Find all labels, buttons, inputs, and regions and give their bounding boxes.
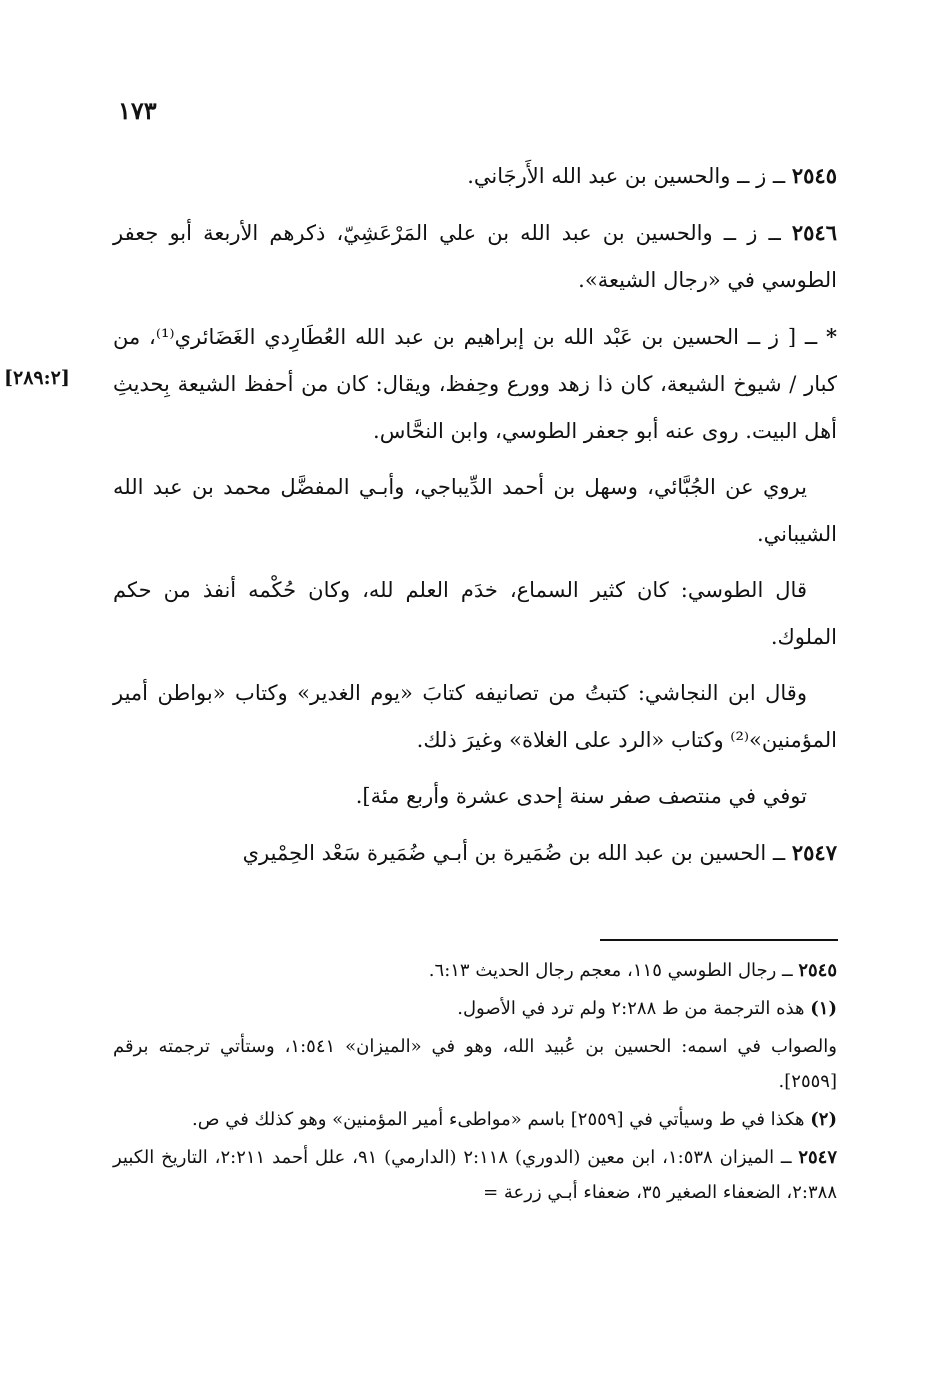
- footnote-2: [113, 1102, 837, 1137]
- entry-number: ٢٥٤٦: [791, 220, 837, 245]
- footnote-text: ــ الميزان ١:٥٣٨، ابن معين (الدوري) ٢:١١٨ (الدارمي) ٩١، علل أحمد ٢:٢١١، التاريخ الكبير ٢:٣٨٨، الضعفاء الصغير ٣٥، ضعفاء أبـي زرعة =: [113, 1147, 837, 1203]
- entry-text: ــ ز ــ والحسين بن عبد الله بن علي المَرْعَشِيّ، ذكرهم الأربعة أبو جعفر الطوسي في «رجال الشيعة».: [113, 221, 837, 292]
- entry-text: ــ ز ــ والحسين بن عبد الله الأَرجَاني.: [467, 164, 792, 188]
- paragraph-death: توفي في منتصف صفر سنة إحدى عشرة وأربع مئة].: [355, 784, 807, 808]
- paragraph-najashi-quote: وقال ابن النجاشي: كتبتُ من تصانيفه كتابَ «يوم الغدير» وكتاب «بواطن أمير المؤمنين»⁽²⁾ وكتاب «الرد على الغلاة» وغيرَ ذلك.: [113, 681, 837, 752]
- entry-number: ٢٥٤٥: [791, 163, 837, 188]
- paragraph-narrators: يروي عن الجُبَّائي، وسهل بن أحمد الدِّيباجي، وأبـي المفضَّل محمد بن عبد الله الشيباني.: [113, 475, 837, 546]
- footnote-number: ٢٥٤٥: [798, 960, 837, 981]
- footnote-1-continued: والصواب في اسمه: الحسين بن عُبيد الله، وهو في «الميزان» ١:٥٤١، وستأتي ترجمته برقم [٢٥٥٩].: [113, 1036, 837, 1092]
- footnote-text: هذه الترجمة من ط ٢:٢٨٨ ولم ترد في الأصول.: [457, 998, 811, 1019]
- star-marker: *: [826, 324, 837, 349]
- footnote-separator: [600, 939, 838, 941]
- entry-text: ــ الحسين بن عبد الله بن ضُمَيرة بن أبـي ضُمَيرة سَعْد الحِمْيري: [242, 841, 792, 865]
- footnote-1: [113, 991, 837, 1026]
- entry-number: ٢٥٤٧: [791, 840, 837, 865]
- paragraph-tusi-quote: قال الطوسي: كان كثير السماع، خدَم العلم لله، وكان حُكْمه أنفذ من حكم الملوك.: [113, 578, 837, 649]
- footnote-number: (٢): [810, 1109, 837, 1130]
- entry-added-ghadairi: [113, 313, 837, 455]
- footnote-number: (١): [810, 998, 837, 1019]
- footnote-number: ٢٥٤٧: [798, 1147, 838, 1168]
- entry-2546: [113, 209, 837, 304]
- entry-2545: [113, 152, 837, 200]
- footnote-text: ــ رجال الطوسي ١١٥، معجم رجال الحديث ٦:١٣.: [428, 960, 799, 981]
- page-number: ١٧٣: [118, 96, 157, 125]
- entry-2547: [113, 829, 837, 877]
- margin-page-reference: [٢٨٩:٢]: [4, 367, 70, 389]
- footnote-2545: [113, 953, 837, 988]
- main-text: [113, 152, 837, 886]
- footnote-text: هكذا في ط وسيأتي في [٢٥٥٩] باسم «مواطىء أمير المؤمنين» وهو كذلك في ص.: [192, 1109, 811, 1130]
- footnotes: [113, 953, 837, 1213]
- footnote-2547: [113, 1140, 837, 1210]
- entry-text: ــ [ ز ــ الحسين بن عَبْد الله بن إبراهيم بن عبد الله العُطَارِدي الغَضَائري⁽¹⁾، من كبار / شيوخ الشيعة، كان ذا زهد وورع وحِفظ، ويقال: كان من أحفظ الشيعة بِحديثِ أهل البيت. روى عنه أبو جعفر الطوسي، وابن النحَّاس.: [113, 325, 837, 443]
